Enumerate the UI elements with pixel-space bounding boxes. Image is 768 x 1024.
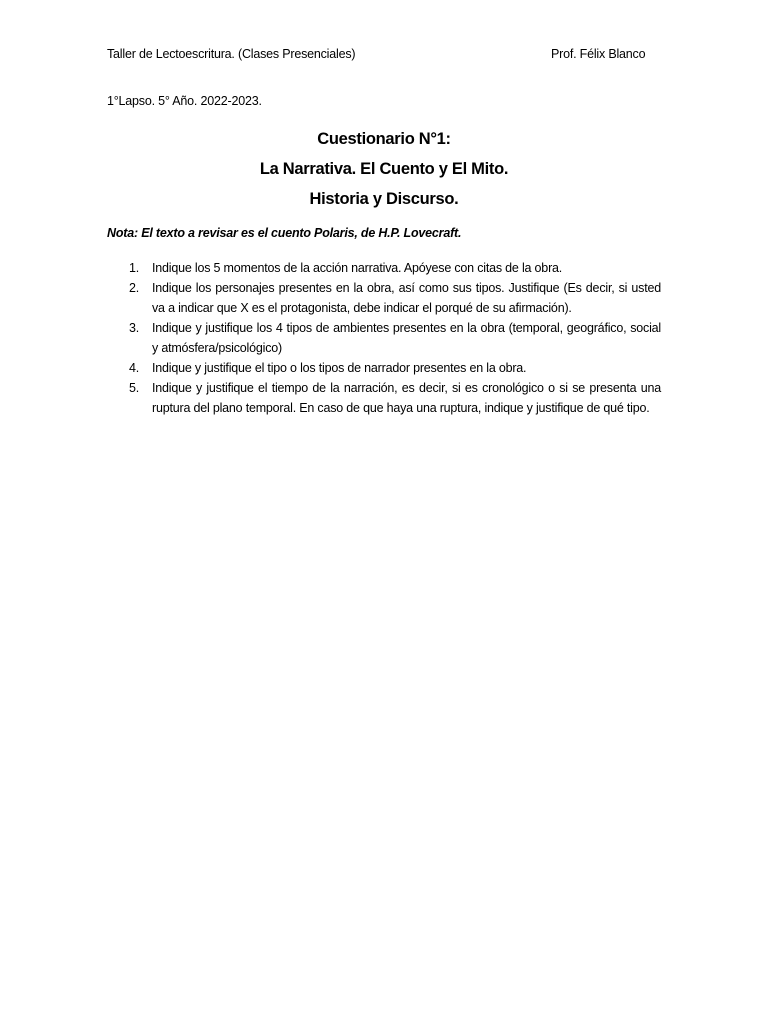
question-text: Indique y justifique el tiempo de la narración, es decir, si es cronológico o si se presenta una ruptura del plano temporal. En caso de que haya una ruptura, indique y justifique de qué tipo. xyxy=(152,381,661,415)
title-line-3: Historia y Discurso. xyxy=(309,190,459,208)
question-item xyxy=(107,278,661,318)
question-item xyxy=(107,378,661,418)
question-text: Indique los personajes presentes en la obra, así como sus tipos. Justifique (Es decir, si usted va a indicar que X es el protagonista, debe indicar el porqué de su afirmación). xyxy=(152,281,661,315)
document-title xyxy=(0,124,768,214)
question-list xyxy=(107,258,661,418)
question-text: Indique los 5 momentos de la acción narrativa. Apóyese con citas de la obra. xyxy=(152,261,563,275)
question-text: Indique y justifique los 4 tipos de ambientes presentes en la obra (temporal, geográfico, social y atmósfera/psicológico) xyxy=(152,321,661,355)
question-number: 4. xyxy=(129,361,140,375)
question-number: 5. xyxy=(129,381,140,395)
title-line-2: La Narrativa. El Cuento y El Mito. xyxy=(259,160,509,178)
question-number: 3. xyxy=(129,321,140,335)
question-number: 2. xyxy=(129,281,140,295)
question-item xyxy=(107,318,661,358)
question-text: Indique y justifique el tipo o los tipos de narrador presentes en la obra. xyxy=(152,361,527,375)
title-line-1: Cuestionario N°1: xyxy=(317,130,451,148)
header-course: Taller de Lectoescritura. (Clases Presenciales) xyxy=(107,47,356,61)
period-line: 1°Lapso. 5° Año. 2022-2023. xyxy=(107,94,262,108)
question-item xyxy=(107,358,661,378)
header-professor: Prof. Félix Blanco xyxy=(551,47,646,61)
question-number: 1. xyxy=(129,261,140,275)
note-text: Nota: El texto a revisar es el cuento Polaris, de H.P. Lovecraft. xyxy=(107,226,462,240)
question-item xyxy=(107,258,661,278)
